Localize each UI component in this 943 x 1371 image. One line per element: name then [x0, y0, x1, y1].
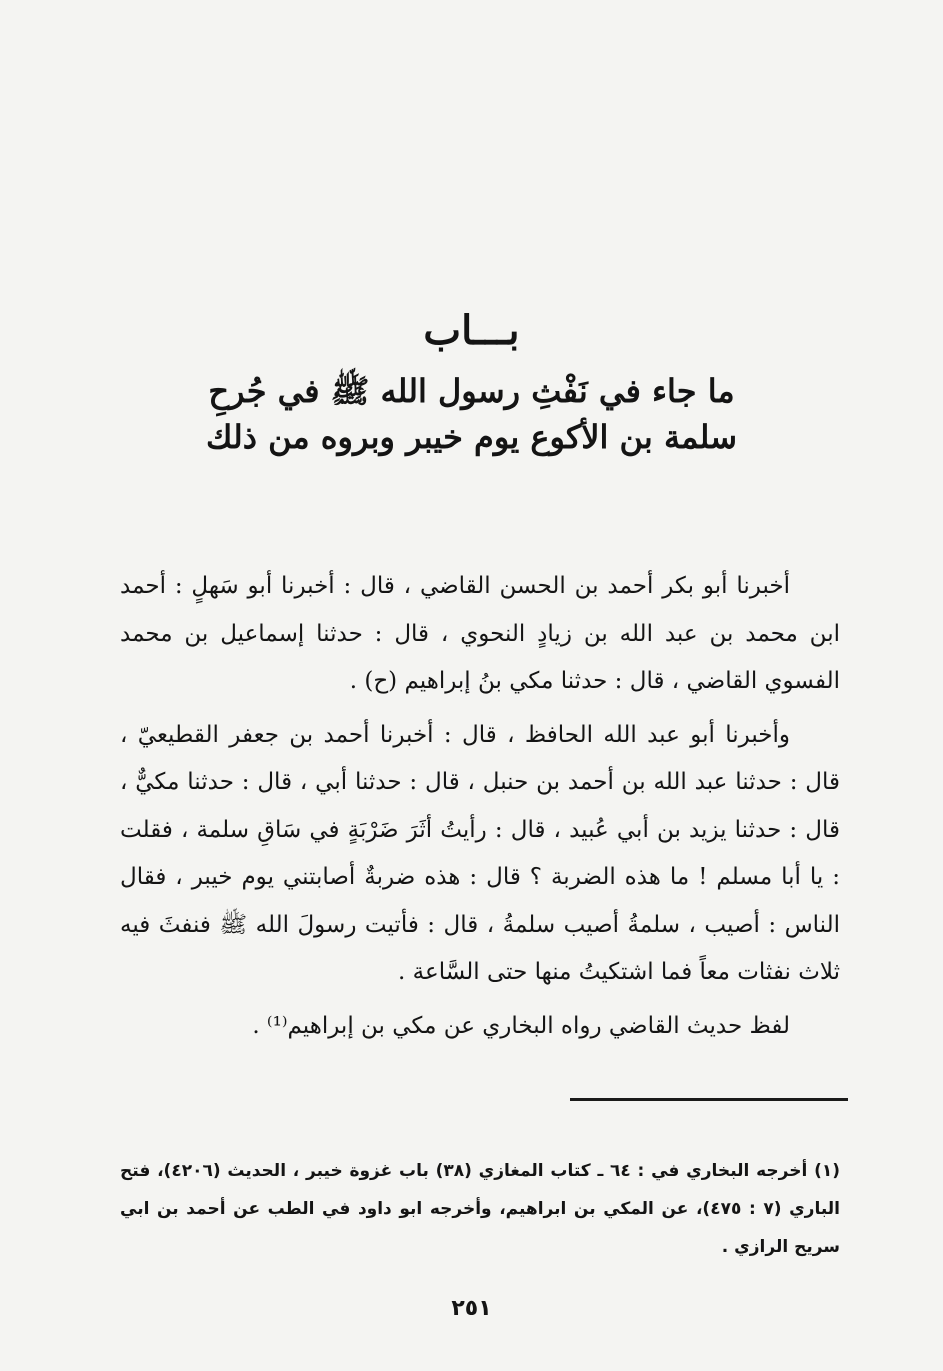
chapter-title	[150, 368, 793, 460]
paragraph-hadith: وأخبرنا أبو عبد الله الحافظ ، قال : أخبرنا أحمد بن جعفر القطيعيّ ، قال : حدثنا عبد الله بن أحمد بن حنبل ، قال : حدثنا أبي ، قال : حدثنا مكيٌّ ، قال : حدثنا يزيد بن أبي عُبيد ، قال : رأيتُ أثَرَ ضَرْبَةٍ في سَاقِ سلمة ، فقلت : يا أبا مسلم ! ما هذه الضربة ؟ قال : هذه ضربةٌ أصابتني يوم خيبر ، فقال الناس : أصيب ، سلمةُ أصيب سلمةُ ، قال : فأتيت رسولَ الله ﷺ فنفثَ فيه ثلاث نفثات معاً فما اشتكيتُ منها حتى السَّاعة .	[120, 721, 840, 985]
main-text	[120, 563, 840, 1050]
paragraph-source-note: لفظ حديث القاضي رواه البخاري عن مكي بن إبراهيم⁽¹⁾ .	[252, 1012, 790, 1039]
chapter-word: بـــاب	[423, 307, 520, 354]
page-number: ٢٥١	[451, 1296, 492, 1321]
footnote: (١) أخرجه البخاري في : ٦٤ ـ كتاب المغازي (٣٨) باب غزوة خيبر ، الحديث (٤٢٠٦)، فتح الباري (٧ : ٤٧٥)، عن المكي بن ابراهيم، وأخرجه ابو داود في الطب عن أحمد بن ابي سريح الرازي .	[120, 1161, 841, 1257]
footnote-divider	[570, 1098, 848, 1101]
paragraph-isnad-1: أخبرنا أبو بكر أحمد بن الحسن القاضي ، قال : أخبرنا أبو سَهلٍ : أحمد ابن محمد بن عبد الله بن زيادٍ النحوي ، قال : حدثنا إسماعيل بن محمد الفسوي القاضي ، قال : حدثنا مكي بنُ إبراهيم (ح) .	[120, 573, 840, 694]
chapter-title-line-1: ما جاء في نَفْثِ رسول الله ﷺ في جُرحِ	[208, 372, 735, 410]
chapter-title-line-2: سلمة بن الأكوع يوم خيبر وبروه من ذلك	[205, 418, 737, 456]
